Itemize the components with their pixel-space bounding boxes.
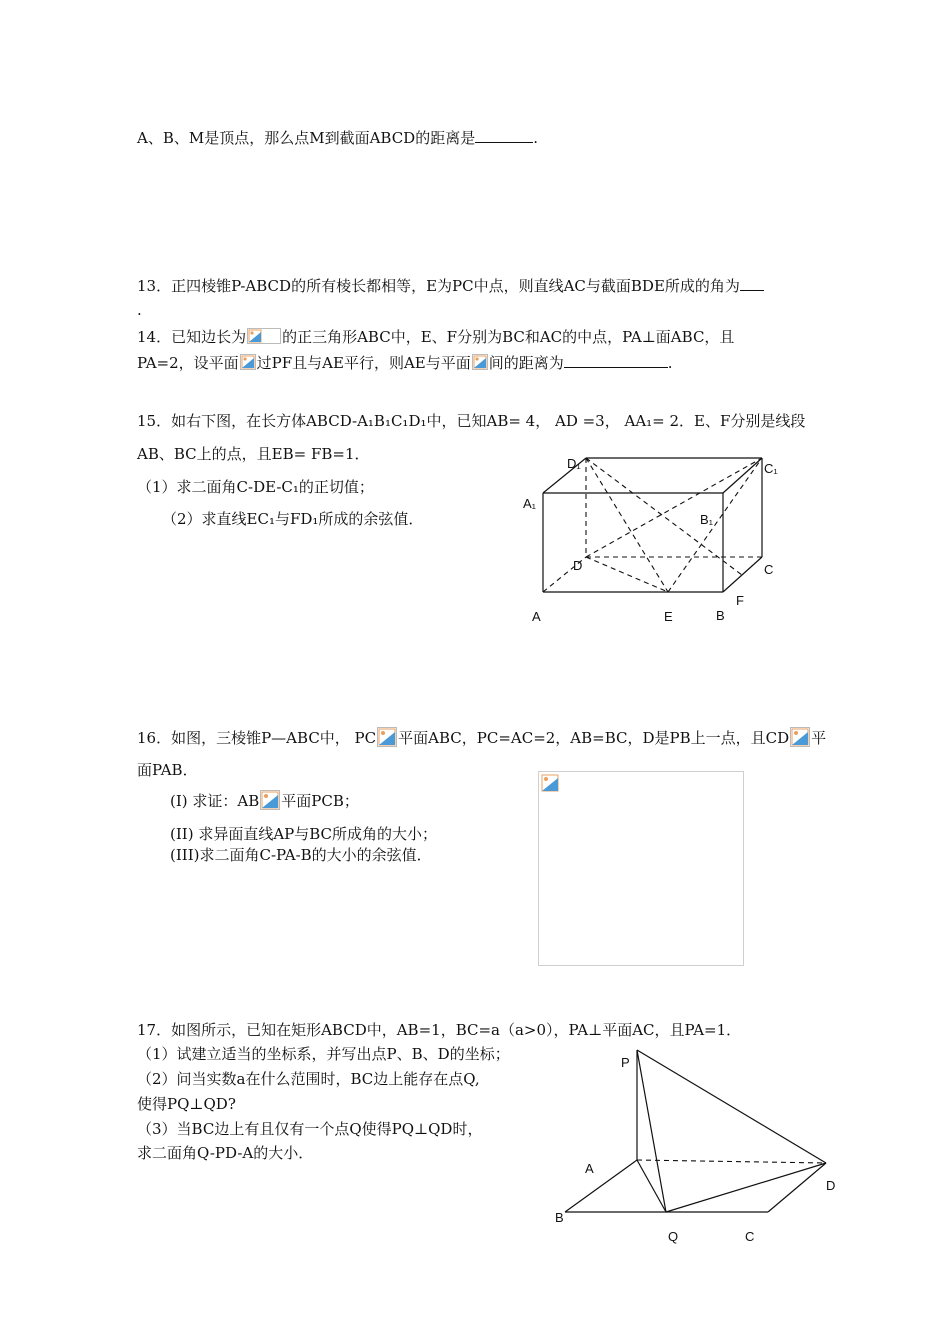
perpendicular-symbol-placeholder-icon [377, 727, 397, 747]
image-placeholder-icon [240, 354, 256, 370]
q14-answer-blank [564, 353, 668, 368]
label-A: A [532, 609, 541, 624]
q16-sub3: (III)求二面角C-PA-B的大小的余弦值． [170, 846, 432, 864]
label-F: F [736, 593, 744, 608]
label-D: D [826, 1178, 836, 1193]
q13-line [137, 276, 764, 296]
label-C: C [745, 1229, 755, 1244]
q15-line1: 15．如右下图，在长方体ABCD-A₁B₁C₁D₁中，已知AB= 4， AD =3， AA₁= 2．E、F分别是线段 [137, 412, 806, 430]
label-D1: D₁ [567, 456, 581, 471]
q12-text: A、B、M是顶点，那么点M到截面ABCD的距离是 [137, 129, 476, 147]
q17-sub2a: （2）问当实数a在什么范围时，BC边上能存在点Q, [137, 1070, 480, 1088]
q17-line1: 17．如图所示，已知在矩形ABCD中，AB=1，BC=a（a>0），PA⊥平面AC，且PA=1． [137, 1021, 742, 1039]
label-C1: C₁ [764, 461, 778, 476]
q16-sub2: (II) 求异面直线AP与BC所成角的大小； [170, 825, 438, 843]
label-B: B [716, 608, 725, 623]
q15-sub2: （2）求直线EC₁与FD₁所成的余弦值． [162, 510, 424, 528]
q17-sub3b: 求二面角Q-PD-A的大小． [137, 1144, 314, 1162]
label-C: C [764, 562, 774, 577]
q12-answer-blank [475, 128, 533, 143]
q17-sub1: （1）试建立适当的坐标系，并写出点P、B、D的坐标； [137, 1045, 510, 1063]
q15-cuboid-figure [510, 445, 800, 635]
q15-line2: AB、BC上的点，且EB= FB=1． [137, 445, 370, 463]
broken-image-icon [541, 774, 559, 792]
label-D: D [573, 558, 583, 573]
q16-line1: 16．如图，三棱锥P—ABC中， PC 平面ABC，PC=AC=2，AB=BC，D是PB上一点，且CD 平 [137, 729, 827, 747]
q14-line2: PA=2，设平面 过PF且与AE平行，则AE与平面 间的距离为 . [137, 354, 673, 372]
q13-answer-blank [740, 276, 764, 291]
label-P: P [621, 1055, 630, 1070]
q17-sub3a: （3）当BC边上有且仅有一个点Q使得PQ⊥QD时， [137, 1120, 483, 1138]
q17-sub2b: 使得PQ⊥QD? [137, 1095, 236, 1113]
q15-sub1: （1）求二面角C-DE-C₁的正切值； [137, 478, 374, 496]
q16-sub1: (I) 求证：AB 平面PCB； [170, 792, 359, 810]
label-B: B [555, 1210, 564, 1225]
q13-text: 13．正四棱锥P-ABCD的所有棱长都相等，E为PC中点，则直线AC与截面BDE所成的角为 [137, 277, 740, 295]
label-A1: A₁ [523, 496, 537, 511]
q14-line1: 14．已知边长为 的正三角形ABC中，E、F分别为BC和AC的中点，PA⊥面ABC，且 [137, 328, 735, 346]
perpendicular-symbol-placeholder-icon [260, 790, 280, 810]
q12-line: A、B、M是顶点，那么点M到截面ABCD的距离是 . [137, 129, 538, 147]
image-placeholder-icon [472, 354, 488, 370]
label-E: E [664, 609, 673, 624]
perpendicular-symbol-placeholder-icon [790, 727, 810, 747]
q16-figure-placeholder [538, 771, 744, 966]
label-A: A [585, 1161, 594, 1176]
image-placeholder-icon [247, 328, 281, 344]
q17-pyramid-figure [545, 1045, 845, 1245]
label-B1: B₁ [700, 512, 714, 527]
q13-end: . [137, 301, 142, 319]
q16-line2: 面PAB． [137, 761, 198, 779]
label-Q: Q [668, 1229, 679, 1244]
